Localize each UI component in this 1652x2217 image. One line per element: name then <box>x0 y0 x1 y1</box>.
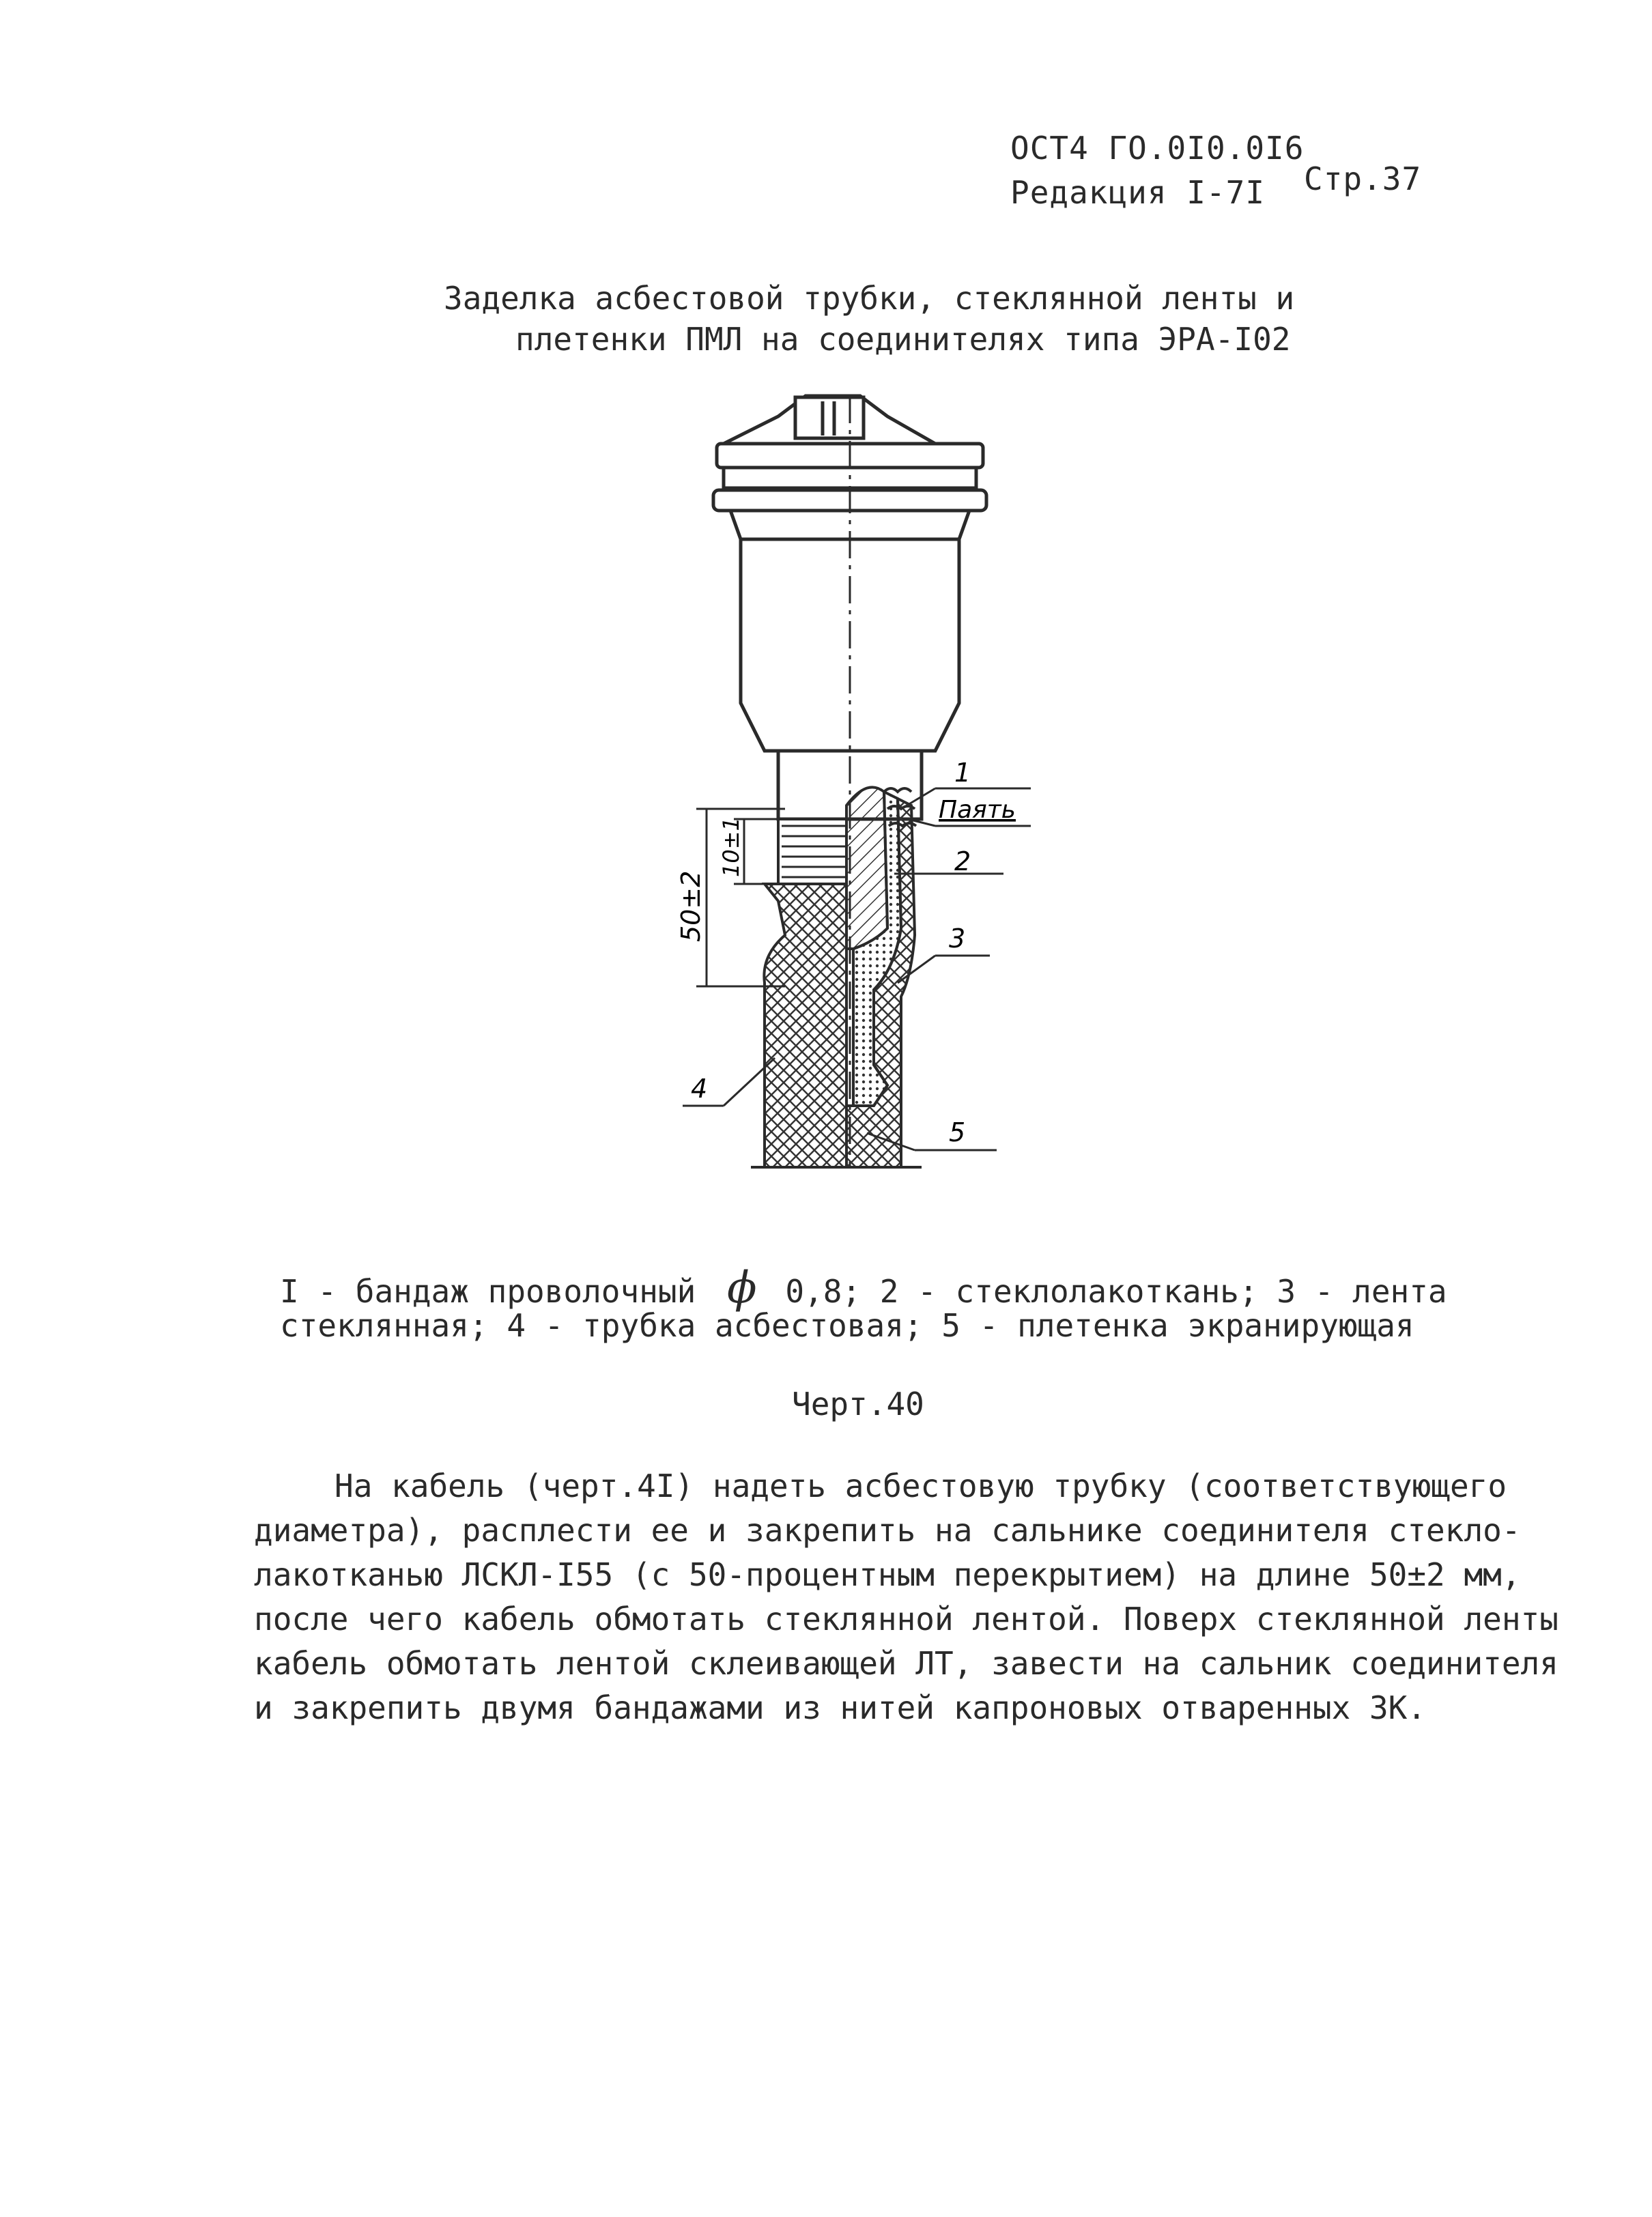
paragraph-line-3: лакотканью ЛСКЛ-I55 (с 50-процентным перекрытием) на длине 50±2 мм, <box>254 1556 1521 1593</box>
callout-3: 3 <box>949 924 966 954</box>
legend-part-a: I - бандаж проволочный <box>280 1273 696 1310</box>
dimension-outer: 50±2 <box>676 870 706 942</box>
page-number: Стр.37 <box>1304 160 1422 197</box>
figure-label: Черт.40 <box>792 1386 924 1422</box>
paragraph-line-4: после чего кабель обмотать стеклянной лентой. Поверх стеклянной ленты <box>254 1601 1558 1637</box>
diameter-symbol: ϕ <box>726 1263 757 1313</box>
paragraph-line-2: диаметра), расплести ее и закрепить на сальнике соединителя стекло- <box>254 1512 1521 1549</box>
callout-2: 2 <box>954 846 971 876</box>
connector-drawing <box>649 382 1085 1195</box>
title-line-1: Заделка асбестовой трубки, стеклянной ленты и <box>444 280 1295 317</box>
paragraph-line-1: На кабель (черт.4I) надеть асбестовую трубку (соответствующего <box>334 1468 1507 1504</box>
legend-line-2: стеклянная; 4 - трубка асбестовая; 5 - плетенка экранирующая <box>280 1307 1414 1344</box>
legend-line-1 <box>280 1263 1447 1313</box>
callout-4: 4 <box>691 1074 708 1104</box>
solder-label: Паять <box>939 796 1016 824</box>
callout-5: 5 <box>949 1117 966 1147</box>
edition-label: Редакция I-7I <box>1010 174 1266 211</box>
dimension-inner: 10±1 <box>718 817 744 877</box>
paragraph-line-6: и закрепить двумя бандажами из нитей капроновых отваренных ЗК. <box>254 1689 1427 1726</box>
callout-1: 1 <box>954 758 971 788</box>
gland-thread <box>778 819 846 884</box>
connector-head <box>713 396 986 1167</box>
title-line-2: плетенки ПМЛ на соединителях типа ЭРА-I02 <box>515 321 1291 358</box>
paragraph-line-5: кабель обмотать лентой склеивающей ЛТ, завести на сальник соединителя <box>254 1645 1558 1682</box>
document-code: ОСТ4 ГО.0I0.0I6 <box>1010 130 1305 167</box>
legend-part-b: 0,8; 2 - стеклолакоткань; 3 - лента <box>785 1273 1447 1310</box>
